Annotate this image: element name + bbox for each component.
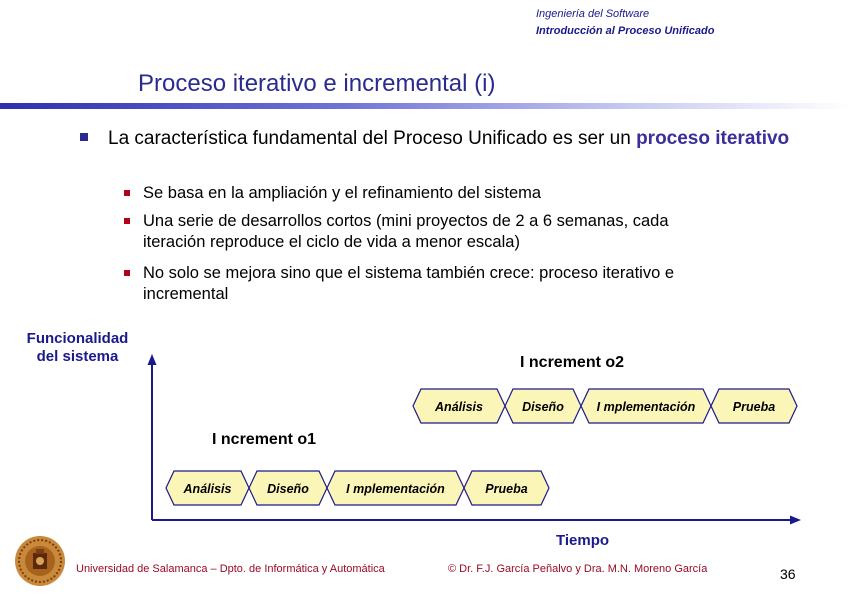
x-axis — [152, 516, 801, 525]
main-bullet-text-plain: La característica fundamental del Proceso Unificado es ser un — [108, 128, 637, 149]
slide-title: Proceso iterativo e incremental (i) — [138, 70, 496, 97]
increment-2-label: I ncrement o2 — [520, 354, 625, 371]
phase-label: I mplementación — [346, 482, 445, 496]
phase-label: Prueba — [485, 482, 528, 496]
increment-1-label: I ncrement o1 — [212, 431, 317, 448]
sub-bullet-1-line1: Se basa en la ampliación y el refinamiento del sistema — [143, 184, 542, 202]
sub-bullet-2-line2: iteración reproduce el ciclo de vida a menor escala) — [143, 233, 520, 251]
phase-label: Prueba — [732, 400, 776, 414]
footer-university: Universidad de Salamanca – Dpto. de Informática y Automática — [76, 563, 385, 575]
header-subtitle: Introducción al Proceso Unificado — [536, 25, 715, 37]
x-axis-label: Tiempo — [556, 532, 610, 549]
sub-bullet-3-line1: No solo se mejora sino que el sistema también crece: proceso iterativo e — [143, 264, 675, 282]
footer-authors: © Dr. F.J. García Peñalvo y Dra. M.N. Moreno García — [448, 563, 708, 575]
y-axis-label-line2: del sistema — [36, 348, 119, 365]
phase-label: Diseño — [522, 400, 564, 414]
phase-label: Diseño — [267, 482, 309, 496]
phase-label: Análisis — [183, 482, 232, 496]
sub-bullet-2-line1: Una serie de desarrollos cortos (mini proyectos de 2 a 6 semanas, cada — [143, 212, 669, 230]
y-axis-label-line1: Funcionalidad — [26, 330, 129, 347]
main-bullet-highlight: proceso iterativo — [636, 128, 790, 149]
increment-1-phases — [166, 471, 549, 505]
phase-label: I mplementación — [596, 400, 696, 414]
phase-label: Análisis — [435, 400, 483, 414]
university-seal-icon — [14, 535, 66, 587]
sub-bullet-3-line2: incremental — [143, 285, 229, 303]
y-axis — [148, 354, 157, 520]
increment-2-phases — [413, 389, 797, 423]
header-course: Ingeniería del Software — [536, 8, 650, 20]
page-number: 36 — [780, 566, 796, 582]
